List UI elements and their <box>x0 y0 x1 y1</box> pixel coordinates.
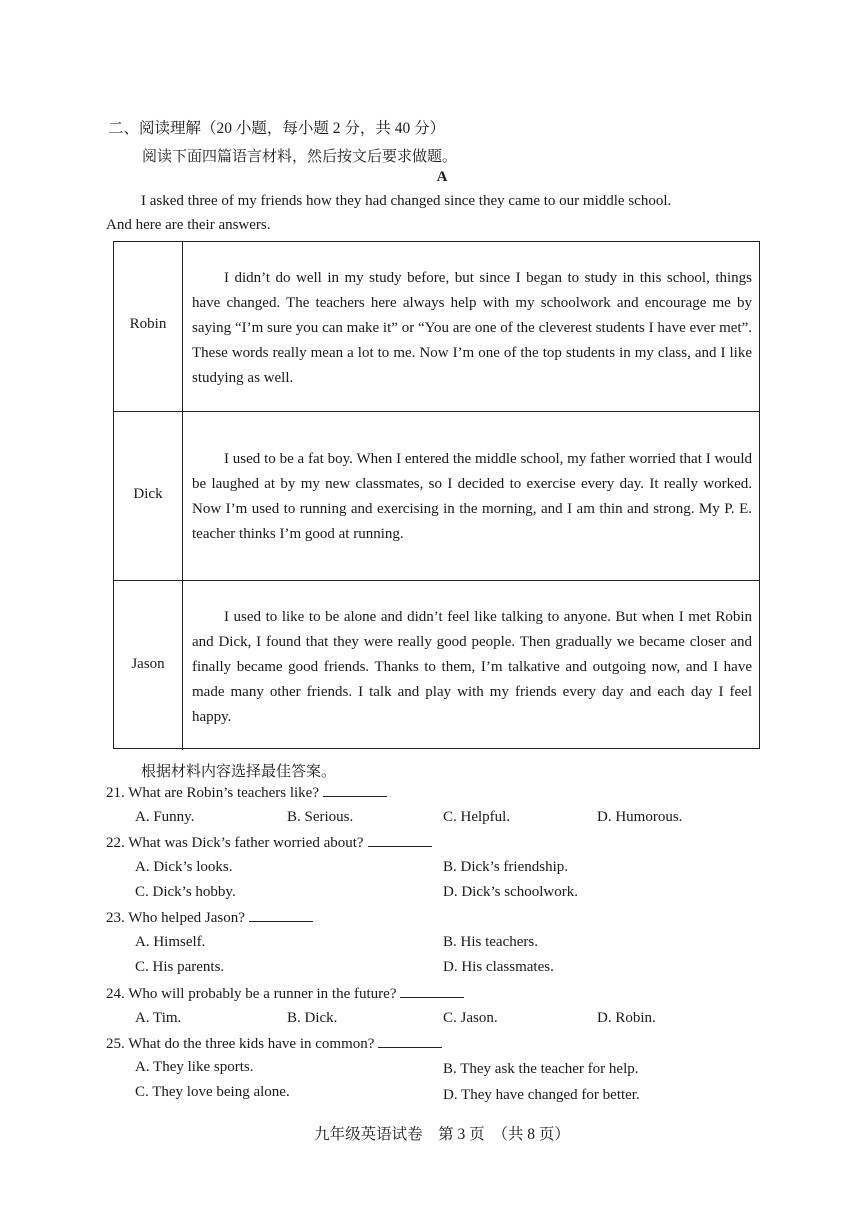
option-23-d[interactable]: D. His classmates. <box>443 959 554 975</box>
answer-blank[interactable] <box>368 834 432 847</box>
row-text: I used to be a fat boy. When I entered the middle school, my father worried that I would be laughed at by my new classmates, so I decided to exercise every day. It really worked. Now I’m used to running and exercising in the morning, and I am thin and strong. My P. E. teacher thinks I’m good at running. <box>192 451 752 542</box>
question-number: 24. <box>106 986 125 1002</box>
passage-intro-line-1: I asked three of my friends how they had changed since they came to our middle school. <box>141 193 672 209</box>
table-row-dick <box>114 412 759 581</box>
question-number: 22. <box>106 835 125 851</box>
question-text: Who helped Jason? <box>128 910 245 926</box>
column-divider <box>182 412 183 580</box>
question-number: 23. <box>106 910 125 926</box>
passage-letter: A <box>436 169 448 185</box>
answer-blank[interactable] <box>323 784 387 797</box>
question-22 <box>106 834 432 852</box>
option-21-c[interactable]: C. Helpful. <box>443 809 511 825</box>
option-22-d[interactable]: D. Dick’s schoolwork. <box>443 884 578 900</box>
answer-blank[interactable] <box>378 1035 442 1048</box>
option-25-c[interactable]: C. They love being alone. <box>135 1084 290 1100</box>
question-24 <box>106 985 464 1003</box>
choose-instruction: 根据材料内容选择最佳答案。 <box>141 764 337 780</box>
column-divider <box>182 581 183 750</box>
row-name: Robin <box>129 316 167 332</box>
table-row-robin <box>114 242 759 412</box>
option-21-d[interactable]: D. Humorous. <box>597 809 683 825</box>
option-23-c[interactable]: C. His parents. <box>135 959 225 975</box>
option-24-d[interactable]: D. Robin. <box>597 1010 656 1026</box>
question-text: What was Dick’s father worried about? <box>128 835 364 851</box>
option-21-a[interactable]: A. Funny. <box>135 809 195 825</box>
question-number: 21. <box>106 785 125 801</box>
option-24-b[interactable]: B. Dick. <box>287 1010 338 1026</box>
table-row-jason <box>114 581 759 750</box>
answer-blank[interactable] <box>400 985 464 998</box>
row-text: I used to like to be alone and didn’t feel like talking to anyone. But when I met Robin and Dick, I found that they were really good people. Then gradually we became closer and finally became good friends. Thanks to them, I’m talkative and outgoing now, and I have made many other friends. I talk and play with my friends every day and each day I feel happy. <box>192 609 752 725</box>
question-text: What are Robin’s teachers like? <box>128 785 319 801</box>
section-title: 二、阅读理解（20 小题，每小题 2 分，共 40 分） <box>108 120 446 137</box>
row-text: I didn’t do well in my study before, but since I began to study in this school, things have changed. The teachers here always help with my schoolwork and encourage me by saying “I’m sure you can make it” or “You are one of the cleverest students I have ever met”. These words really mean a lot to me. Now I’m one of the top students in my class, and I like studying as well. <box>192 270 752 386</box>
option-24-c[interactable]: C. Jason. <box>443 1010 498 1026</box>
question-text: Who will probably be a runner in the future? <box>128 986 397 1002</box>
option-25-d[interactable]: D. They have changed for better. <box>443 1087 640 1103</box>
option-22-a[interactable]: A. Dick’s looks. <box>135 859 233 875</box>
question-25 <box>106 1035 442 1053</box>
question-21 <box>106 784 387 802</box>
option-24-a[interactable]: A. Tim. <box>135 1010 182 1026</box>
page-footer: 九年级英语试卷 第 3 页 （共 8 页） <box>314 1126 570 1143</box>
option-22-c[interactable]: C. Dick’s hobby. <box>135 884 236 900</box>
option-23-a[interactable]: A. Himself. <box>135 934 206 950</box>
option-21-b[interactable]: B. Serious. <box>287 809 354 825</box>
option-25-b[interactable]: B. They ask the teacher for help. <box>443 1061 639 1077</box>
answer-blank[interactable] <box>249 909 313 922</box>
question-23 <box>106 909 313 927</box>
option-25-a[interactable]: A. They like sports. <box>135 1059 254 1075</box>
option-23-b[interactable]: B. His teachers. <box>443 934 538 950</box>
question-number: 25. <box>106 1036 125 1052</box>
row-name: Dick <box>133 486 163 502</box>
column-divider <box>182 242 183 411</box>
question-text: What do the three kids have in common? <box>128 1036 375 1052</box>
section-instruction: 阅读下面四篇语言材料，然后按文后要求做题。 <box>142 149 458 165</box>
row-name: Jason <box>131 656 165 672</box>
passage-table <box>113 241 760 749</box>
passage-intro-line-2: And here are their answers. <box>106 217 271 233</box>
option-22-b[interactable]: B. Dick’s friendship. <box>443 859 568 875</box>
